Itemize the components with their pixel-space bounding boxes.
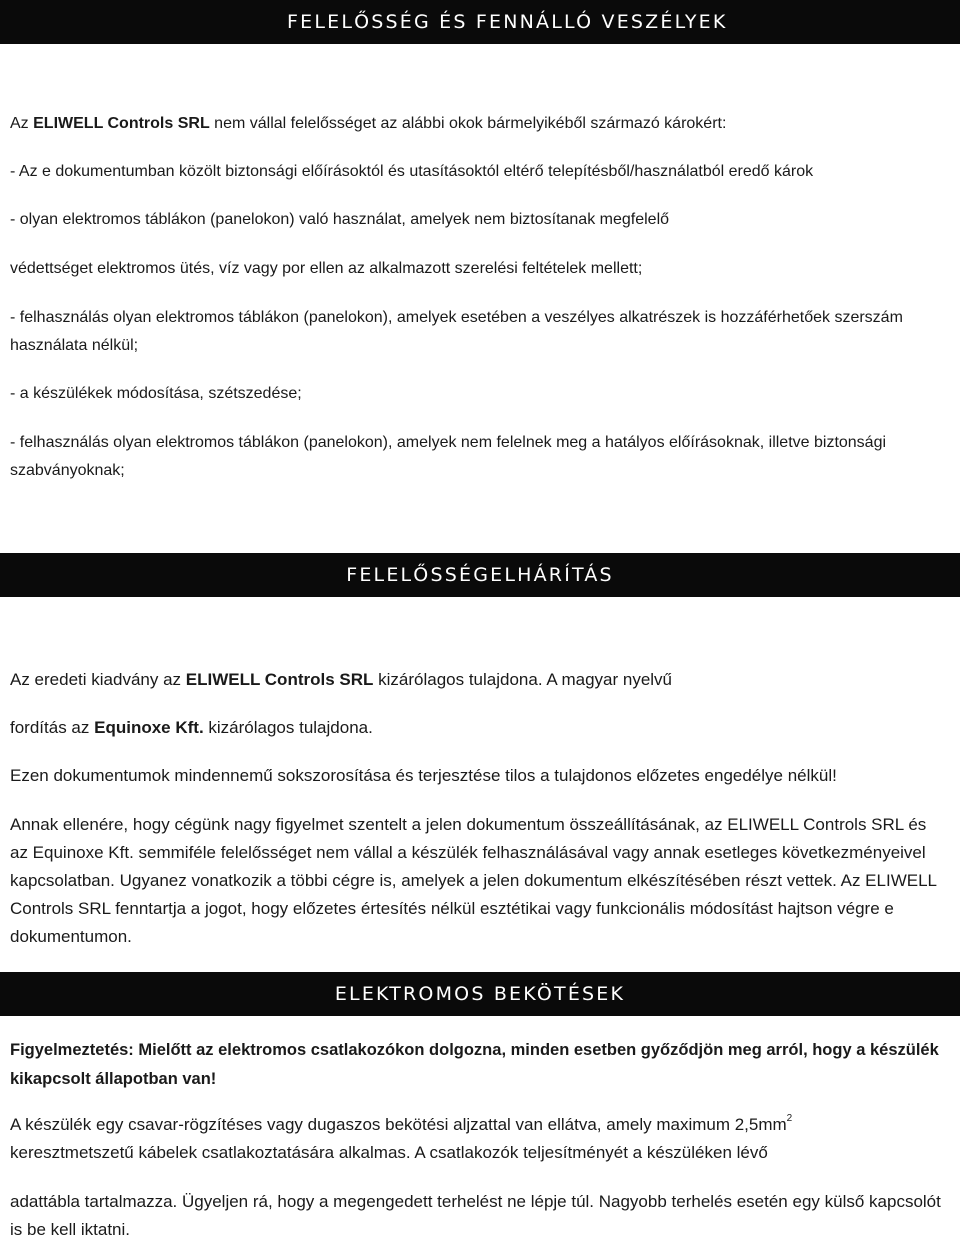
liability-item: - felhasználás olyan elektromos táblákon (panelokon), amelyek esetében a veszélyes alkatrészek is hozzáférhetőek szerszám használata nélkül; bbox=[10, 309, 903, 354]
disclaimer-paragraph bbox=[10, 666, 945, 694]
electrical-paragraph bbox=[10, 1111, 945, 1167]
text: fordítás az bbox=[10, 718, 95, 737]
company-name: ELIWELL Controls SRL bbox=[185, 670, 374, 689]
liability-intro bbox=[10, 110, 945, 138]
intro-text: Az bbox=[10, 115, 34, 132]
section-header-disclaimer bbox=[0, 553, 960, 597]
intro-text: nem vállal felelősséget az alábbi okok bármelyikéből származó károkért: bbox=[209, 115, 727, 132]
disclaimer-paragraph: Annak ellenére, hogy cégünk nagy figyelmet szentelt a jelen dokumentum összeállításának, az ELIWELL Controls SRL és az Equinoxe Kft. semmiféle felelősséget nem vállal a készülék felhasználásával vagy annak esetleges következményeivel kapcsolatban. Ugyanez vonatkozik a többi cégre is, amelyek a jelen dokumentum elkészítésében részt vettek. Az ELIWELL Controls SRL fenntartja a jogot, hogy előzetes értesítés nélkül esztétikai vagy funkcionális módosítást hajtson végre e dokumentumon. bbox=[10, 815, 937, 946]
liability-item: - a készülékek módosítása, szétszedése; bbox=[10, 385, 302, 402]
section-title: FELELŐSSÉG ÉS FENNÁLLÓ VESZÉLYEK bbox=[287, 11, 728, 33]
section-header-electrical bbox=[0, 972, 960, 1016]
company-name: ELIWELL Controls SRL bbox=[33, 115, 210, 132]
electrical-paragraph: adattábla tartalmazza. Ügyeljen rá, hogy a megengedett terhelést ne lépje túl. Nagyobb terhelés esetén egy külső kapcsolót is be kell iktatni. bbox=[10, 1192, 941, 1239]
section-title: FELELŐSSÉGELHÁRÍTÁS bbox=[346, 564, 614, 586]
text: keresztmetszetű kábelek csatlakoztatására alkalmas. A csatlakozók teljesítményét a készüléken lévő bbox=[10, 1143, 768, 1162]
text: kizárólagos tulajdona. bbox=[203, 718, 373, 737]
section-header-liability bbox=[0, 0, 960, 44]
liability-item-continued: védettséget elektromos ütés, víz vagy por ellen az alkalmazott szerelési feltételek mellett; bbox=[10, 260, 643, 277]
liability-item: - felhasználás olyan elektromos táblákon (panelokon), amelyek nem felelnek meg a hatályos előírásoknak, illetve biztonsági szabványoknak; bbox=[10, 434, 887, 479]
company-name: Equinoxe Kft. bbox=[94, 718, 204, 737]
text: A készülék egy csavar-rögzítéses vagy dugaszos bekötési aljzattal van ellátva, amely maximum 2,5mm bbox=[10, 1115, 787, 1134]
warning-text: Figyelmeztetés: Mielőtt az elektromos csatlakozókon dolgozna, minden esetben győződjön meg arról, hogy a készülék kikapcsolt állapotban van! bbox=[10, 1041, 939, 1088]
text: kizárólagos tulajdona. A magyar nyelvű bbox=[373, 670, 673, 689]
text: Az eredeti kiadvány az bbox=[10, 670, 186, 689]
liability-item: - olyan elektromos táblákon (panelokon) való használat, amelyek nem biztosítanak megfelelő bbox=[10, 211, 670, 228]
disclaimer-paragraph: Ezen dokumentumok mindennemű sokszorosítása és terjesztése tilos a tulajdonos előzetes engedélye nélkül! bbox=[10, 766, 837, 785]
superscript: 2 bbox=[786, 1113, 793, 1124]
section-title: ELEKTROMOS BEKÖTÉSEK bbox=[334, 983, 626, 1005]
disclaimer-paragraph bbox=[10, 714, 945, 742]
liability-item: - Az e dokumentumban közölt biztonsági előírásoktól és utasításoktól eltérő telepítésből/használatból eredő károk bbox=[10, 163, 814, 180]
